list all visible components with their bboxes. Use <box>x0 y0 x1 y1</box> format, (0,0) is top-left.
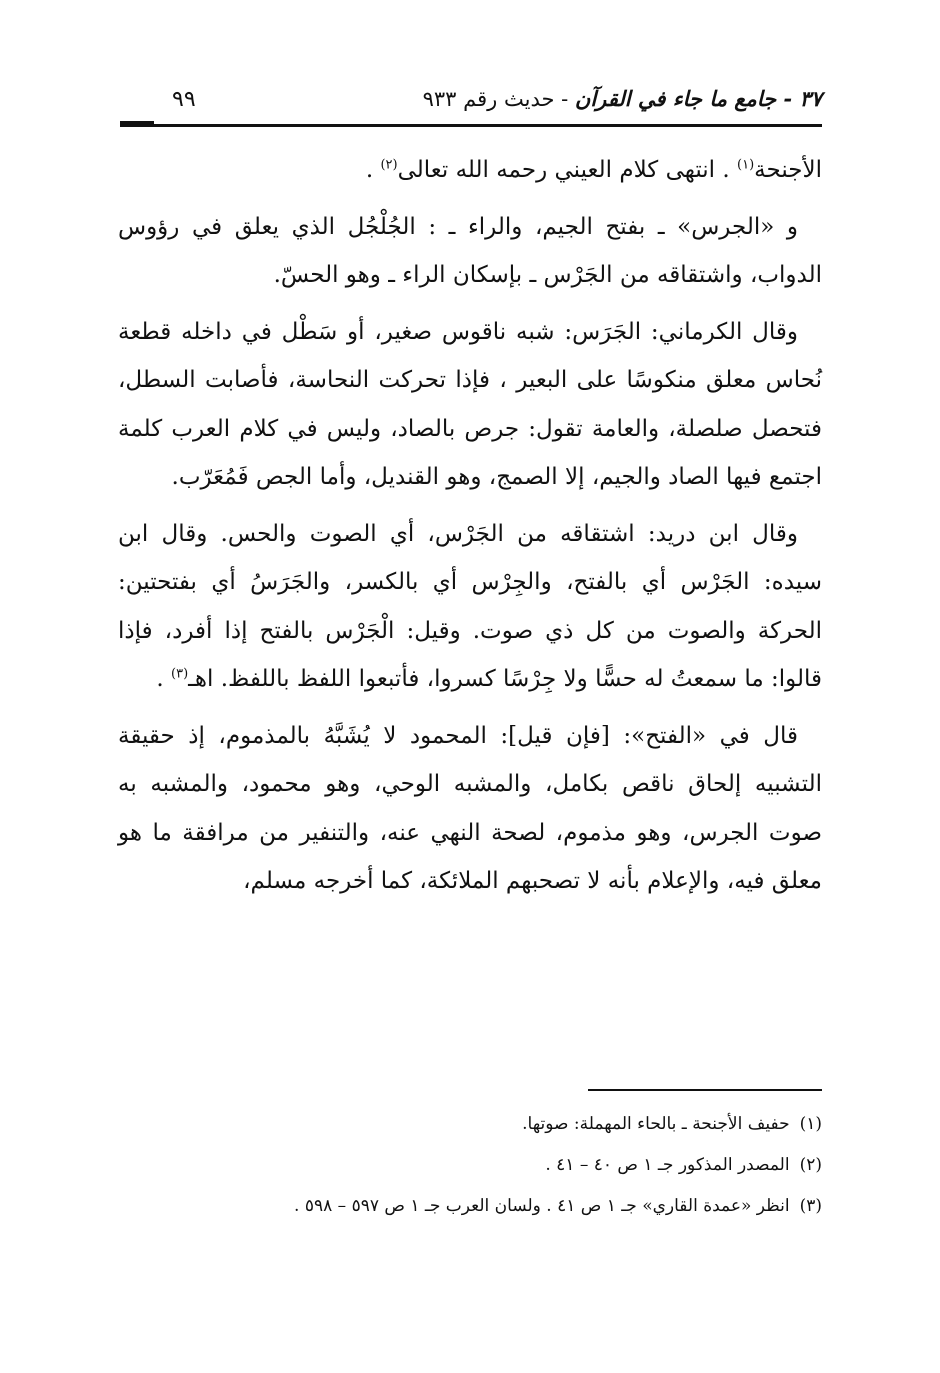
footnote-ref-1: (١) <box>737 157 755 173</box>
running-header <box>120 84 822 124</box>
header-divider <box>120 124 822 127</box>
paragraph-text: . <box>156 666 171 692</box>
paragraph-4 <box>118 510 822 704</box>
chapter-title <box>423 84 822 114</box>
footnote-text: حفيف الأجنحة ـ بالحاء المهملة: صوتها. <box>522 1114 790 1134</box>
page-number: ٩٩ <box>172 87 196 112</box>
paragraph-2: و «الجرس» ـ بفتح الجيم، والراء ـ : الجُلْجُل الذي يعلق في رؤوس الدواب، واشتقاقه من الجَرْس ـ بإسكان الراء ـ وهو الحسّ. <box>118 213 822 288</box>
paragraph-3: وقال الكرماني: الجَرَس: شبه ناقوس صغير، أو سَطْل في داخله قطعة نُحاس معلق منكوسًا على البعير ، فإذا تحركت النحاسة، فأصابت السطل، فتحصل صلصلة، والعامة تقول: جرص بالصاد، وليس في كلام العرب كلمة اجتمع فيها الصاد والجيم، إلا الصمج، وهو القنديل، وأما الجص فَمُعَرّب. <box>118 318 822 490</box>
paragraph-text: . انتهى كلام العيني رحمه الله تعالى <box>397 157 738 183</box>
footnote-number: (٢) <box>799 1155 822 1175</box>
footnote-ref-2: (٢) <box>380 157 398 173</box>
chapter-title-hadith: - حديث رقم ٩٣٣ <box>422 87 575 111</box>
paragraph-1 <box>118 146 822 195</box>
paragraph-text: . <box>365 157 381 183</box>
chapter-title-main: ٣٧ - جامع ما جاء في القرآن <box>574 86 822 111</box>
footnotes <box>118 1104 822 1227</box>
footnote-number: (٣) <box>799 1196 822 1216</box>
footnote-divider <box>588 1089 822 1091</box>
footnote-number: (١) <box>799 1114 822 1134</box>
header-divider-mark <box>120 121 154 124</box>
footnote-3 <box>118 1186 822 1227</box>
footnote-ref-3: (٣) <box>171 666 189 682</box>
footnote-text: انظر «عمدة القاري» جـ ١ ص ٤١ . ولسان العرب جـ ١ ص ٥٩٧ – ٥٩٨ . <box>294 1196 790 1216</box>
paragraph-text: الأجنحة <box>754 157 822 183</box>
paragraph-5: قال في «الفتح»: [فإن قيل]: المحمود لا يُشَبَّهُ بالمذموم، إذ حقيقة التشبيه إلحاق ناقص بكامل، والمشبه الوحي، وهو محمود، والمشبه به صوت الجرس، وهو مذموم، لصحة النهي عنه، والتنفير من مرافقة ما هو معلق فيه، والإعلام بأنه لا تصحبهم الملائكة، كما أخرجه مسلم، <box>118 722 822 894</box>
footnote-1 <box>118 1104 822 1145</box>
footnote-text: المصدر المذكور جـ ١ ص ٤٠ – ٤١ . <box>545 1155 790 1175</box>
footnote-2 <box>118 1145 822 1186</box>
paragraph-text: وقال ابن دريد: اشتقاقه من الجَرْس، أي الصوت والحس. وقال ابن سيده: الجَرْس أي بالفتح، والجِرْس أي بالكسر، والجَرَسُ أي بفتحتين: الحركة والصوت من كل ذي صوت. وقيل: الْجَرْس بالفتح إذا أفرد، فإذا قالوا: ما سمعتُ له حسًّا ولا جِرْسًا كسروا، فأتبعوا اللفظ باللفظ. اهـ <box>118 520 822 692</box>
main-text <box>118 146 822 914</box>
